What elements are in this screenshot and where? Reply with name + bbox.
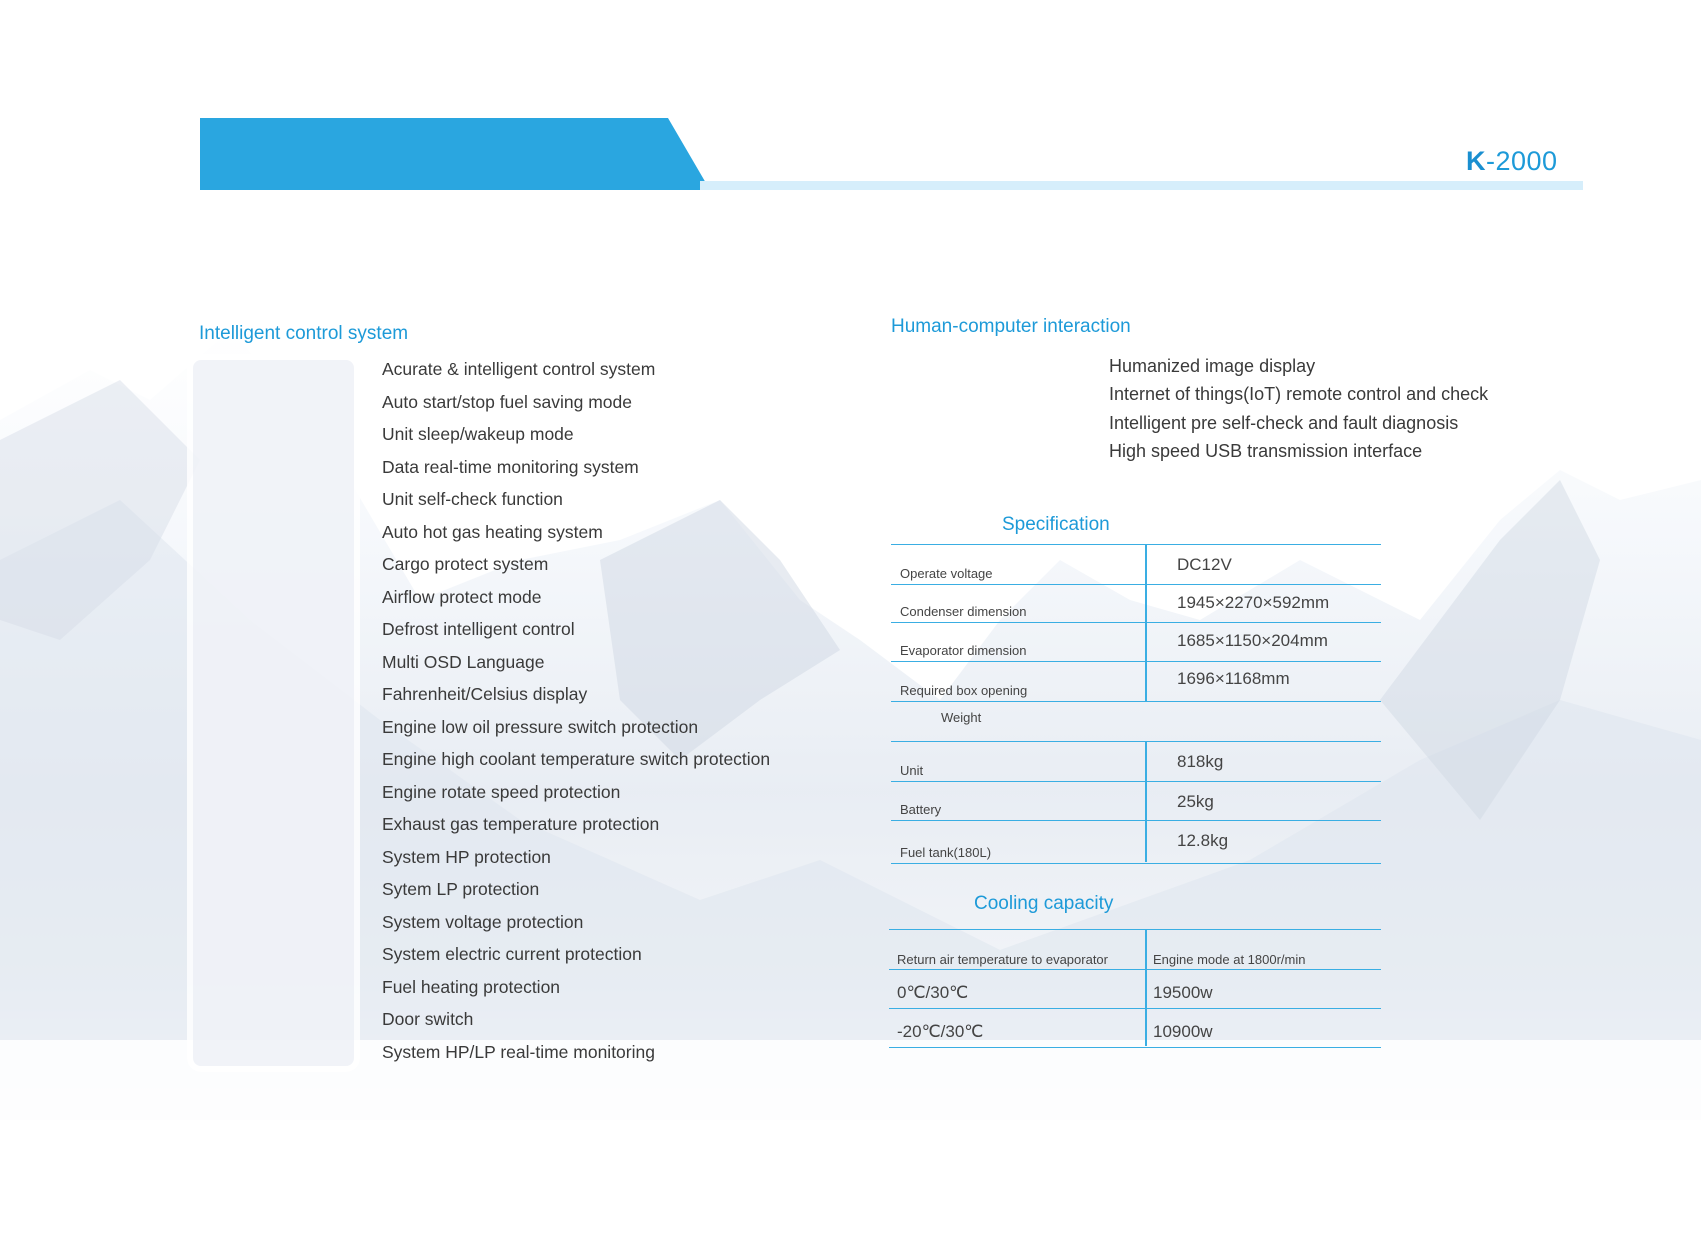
cooling-table: [889, 929, 1381, 1048]
hci-item: Intelligent pre self-check and fault diagnosis: [1109, 412, 1459, 433]
weight-header-row: [891, 702, 1381, 742]
spec-label: Operate voltage: [900, 566, 993, 581]
spec-row: [891, 623, 1381, 662]
weight-item-label: Unit: [900, 763, 924, 778]
hci-item: Internet of things(IoT) remote control and check: [1109, 384, 1489, 405]
hci-title: Human-computer interaction: [891, 316, 1131, 337]
cooling-row: [889, 970, 1381, 1009]
spec-value: 1696×1168mm: [1177, 669, 1290, 688]
feature-item: Unit self-check function: [382, 489, 563, 509]
specification-table: [891, 544, 1381, 864]
cooling-header-temp: Return air temperature to evaporator: [897, 952, 1108, 967]
feature-item: Auto start/stop fuel saving mode: [382, 391, 632, 412]
weight-row: [891, 742, 1381, 782]
cooling-header-row: [889, 929, 1381, 970]
feature-item: Cargo protect system: [382, 554, 549, 574]
header-divider: [700, 181, 1583, 190]
spec-label: Evaporator dimension: [900, 643, 1027, 658]
feature-item: Auto hot gas heating system: [382, 521, 603, 542]
weight-item-value: 25kg: [1177, 792, 1214, 811]
cooling-capacity: 10900w: [1153, 1022, 1213, 1041]
feature-item: System voltage protection: [382, 911, 584, 932]
hci-item: High speed USB transmission interface: [1109, 440, 1423, 461]
weight-item-value: 12.8kg: [1177, 831, 1229, 850]
header-banner: [200, 118, 710, 190]
weight-label: Weight: [941, 710, 982, 725]
feature-list: [382, 356, 770, 1071]
image-placeholder-panel: [193, 360, 354, 1066]
hci-list: [1109, 354, 1488, 467]
feature-item: System HP/LP real-time monitoring: [382, 1041, 655, 1062]
cooling-header-capacity: Engine mode at 1800r/min: [1153, 952, 1306, 967]
spec-value: 1685×1150×204mm: [1177, 631, 1328, 650]
cooling-title: Cooling capacity: [974, 893, 1114, 914]
weight-item-value: 818kg: [1177, 752, 1224, 771]
spec-label: Required box opening: [900, 683, 1028, 698]
weight-row: [891, 782, 1381, 821]
feature-item: Fahrenheit/Celsius display: [382, 684, 588, 704]
feature-item: Door switch: [382, 1009, 474, 1029]
feature-item: Engine low oil pressure switch protection: [382, 716, 699, 737]
model-prefix: K: [1466, 146, 1486, 176]
feature-item: System electric current protection: [382, 944, 642, 964]
spec-row: [891, 544, 1381, 585]
spec-row: [891, 585, 1381, 623]
cooling-temp: 0℃/30℃: [897, 983, 969, 1002]
feature-item: Sytem LP protection: [382, 879, 540, 899]
intelligent-control-title: Intelligent control system: [199, 323, 409, 344]
spec-value: DC12V: [1177, 555, 1232, 574]
feature-item: Fuel heating protection: [382, 976, 561, 997]
feature-item: Data real-time monitoring system: [382, 456, 639, 477]
feature-item: Acurate & intelligent control system: [382, 359, 656, 379]
model-suffix: -2000: [1486, 146, 1558, 176]
spec-value: 1945×2270×592mm: [1177, 593, 1330, 612]
spec-row: [891, 662, 1381, 702]
feature-item: Engine rotate speed protection: [382, 781, 621, 802]
model-name: [1466, 146, 1558, 177]
feature-item: Engine high coolant temperature switch protection: [382, 749, 771, 769]
cooling-temp: -20℃/30℃: [897, 1022, 984, 1041]
hci-item: Humanized image display: [1109, 356, 1316, 376]
feature-item: Multi OSD Language: [382, 651, 545, 672]
feature-item: Unit sleep/wakeup mode: [382, 424, 574, 444]
weight-row: [891, 821, 1381, 864]
weight-item-label: Fuel tank(180L): [900, 845, 992, 860]
spec-label: Condenser dimension: [900, 604, 1027, 619]
weight-item-label: Battery: [900, 802, 942, 817]
feature-item: Defrost intelligent control: [382, 619, 575, 639]
cooling-row: [889, 1009, 1381, 1048]
cooling-capacity: 19500w: [1153, 983, 1213, 1002]
specification-title: Specification: [1002, 514, 1110, 535]
feature-item: Airflow protect mode: [382, 586, 542, 607]
feature-item: System HP protection: [382, 846, 551, 867]
feature-item: Exhaust gas temperature protection: [382, 814, 660, 834]
